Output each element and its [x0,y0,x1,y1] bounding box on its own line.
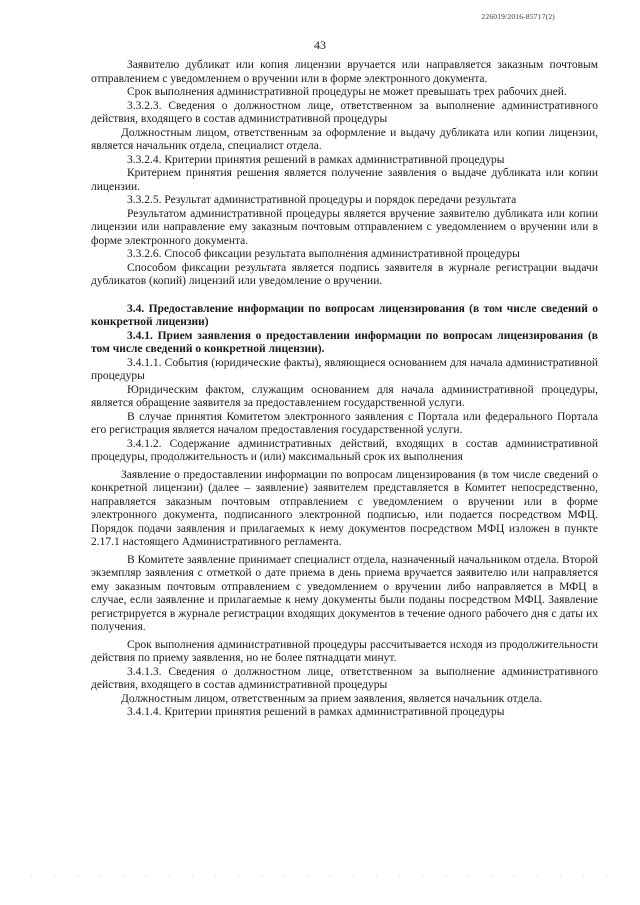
paragraph: Заявление о предоставлении информации по вопросам лицензирования (в том числе сведений о конкретной лицензии) (далее – заявление) заявителем представляется в Комитет непосредственно, направляется заказным почтовым отправлением с уведомлением о вручении или в форме электронного документа, подписанного электронной подписью, или подается посредством МФЦ. Порядок подачи заявления и прилагаемых к нему документов посредством МФЦ изложен в пункте 2.17.1 настоящего Административного регламента. [91,468,598,548]
page-number: 43 [314,38,326,52]
paragraph: Должностным лицом, ответственным за прием заявления, является начальник отдела. [121,692,543,705]
subsection-heading-text: 3.4.1. Прием заявления о предоставлении информации по вопросам лицензирования (в том числе сведений о конкретной лицензии). [91,329,598,355]
paragraph: Способом фиксации результата является подпись заявителя в журнале регистрации выдачи дубликатов (копий) лицензий или уведомление о вручении. [91,261,598,287]
section-heading [91,303,598,330]
paragraph: Срок выполнения административной процедуры не может превышать трех рабочих дней. [127,86,567,98]
paragraph: Критерием принятия решения является получение заявления о выдаче дубликата или копии лицензии. [91,167,598,193]
paragraph: Результатом административной процедуры является вручение заявителю дубликата или копии лицензии или направление ему заказным почтовым отправлением с уведомлением о вручении или в форме электронного документа. [91,207,598,247]
subsection-heading: 3.3.2.5. Результат административной процедуры и порядок передачи результата [127,194,517,206]
paragraph: Должностным лицом, ответственным за оформление и выдачу дубликата или копии лицензии, является начальник отдела, специалист отдела. [91,126,598,152]
paragraph: Срок выполнения административной процедуры рассчитывается исходя из продолжительности действия по приему заявления, но не более пятнадцати минут. [91,638,598,664]
document-body [91,59,598,720]
subsection-heading: 3.4.1.1. События (юридические факты), являющиеся основанием для начала административной процедуры [91,356,598,382]
subsection-heading: 3.4.1.2. Содержание административных действий, входящих в состав административной процедуры, продолжительность и (или) максимальный срок их выполнения [91,437,598,463]
paragraph: В Комитете заявление принимает специалист отдела, назначенный начальником отдела. Второй экземпляр заявления с отметкой о дате приема в день приема вручается заявителю или направляется ему заказным почтовым отправлением с уведомлением о вручении либо направляется в МФЦ в случае, если заявление и прилагаемые к нему документы были поданы посредством МФЦ. Заявление регистрируется в журнале регистрации входящих документов в течение одного рабочего дня с даты их получения. [91,553,598,633]
paragraph: В случае принятия Комитетом электронного заявления с Портала или федерального Портала его регистрация является началом предоставления государственной услуги. [91,410,598,436]
subsection-heading: 3.3.2.3. Сведения о должностном лице, ответственном за выполнение административного действия, входящего в состав административной процедуры [91,99,598,125]
paragraph: Заявителю дубликат или копия лицензии вручается или направляется заказным почтовым отправлением с уведомлением о вручении или в форме электронного документа. [91,59,598,85]
subsection-heading: 3.4.1.3. Сведения о должностном лице, ответственном за выполнение административного действия, входящего в состав административной процедуры [91,665,598,691]
subsection-heading: 3.3.2.4. Критерии принятия решений в рамках административной процедуры [127,153,505,166]
subsection-heading: 3.4.1.4. Критерии принятия решений в рамках административной процедуры [127,706,505,718]
paragraph: Юридическим фактом, служащим основанием для начала административной процедуры, является обращение заявителя за предоставлением государственной услуги. [91,383,598,409]
scan-artifact-dotted-line [20,875,620,876]
document-registration-number: 226019/2016-85717(2) [481,12,555,21]
subsection-heading: 3.3.2.6. Способ фиксации результата выполнения административной процедуры [127,248,520,260]
section-heading-text: 3.4. Предоставление информации по вопросам лицензирования (в том числе сведений о конкретной лицензии) [91,302,598,328]
subsection-heading-bold [91,330,598,357]
